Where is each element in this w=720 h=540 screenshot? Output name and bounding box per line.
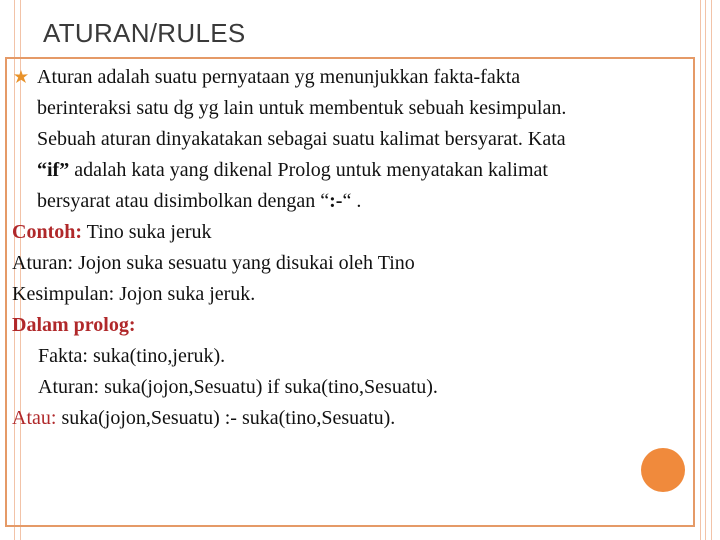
- bullet-line: Sebuah aturan dinyakatakan sebagai suatu kalimat bersyarat. Kata: [37, 128, 566, 150]
- contoh-line: [12, 217, 682, 248]
- aturan-prolog-line: Aturan: suka(jojon,Sesuatu) if suka(tino,Sesuatu).: [38, 376, 438, 398]
- bullet-line: Aturan adalah suatu pernyataan yg menunjukkan fakta-fakta: [37, 66, 521, 88]
- star-burst-icon: [14, 70, 28, 84]
- bullet-line: [37, 155, 682, 186]
- slide-title: ATURAN/RULES: [43, 18, 246, 48]
- contoh-text: Tino suka jeruk: [82, 221, 212, 243]
- kesimpulan-line: Kesimpulan: Jojon suka jeruk.: [12, 283, 256, 305]
- orange-circle-decor: [641, 448, 685, 492]
- bullet-text: adalah kata yang dikenal Prolog untuk menyatakan kalimat: [69, 159, 548, 181]
- decor-stripe: [705, 0, 706, 540]
- content-frame-right-edge: [693, 57, 695, 527]
- atau-text: suka(jojon,Sesuatu) :- suka(tino,Sesuatu).: [56, 407, 396, 429]
- decor-stripe: [711, 0, 712, 540]
- contoh-label: Contoh:: [12, 221, 83, 243]
- if-keyword: “if”: [37, 159, 70, 181]
- atau-label: Atau:: [12, 407, 57, 429]
- bullet-text: bersyarat atau disimbolkan dengan “: [37, 190, 330, 212]
- bullet-text: “ .: [342, 190, 362, 212]
- bullet-paragraph: [12, 62, 682, 217]
- slide-body: [12, 62, 682, 434]
- bullet-line: [37, 186, 682, 217]
- decor-stripe: [700, 0, 701, 540]
- fakta-line: Fakta: suka(tino,jeruk).: [38, 345, 226, 367]
- aturan-line: Aturan: Jojon suka sesuatu yang disukai oleh Tino: [12, 252, 415, 274]
- atau-line: [12, 403, 682, 434]
- dalam-prolog-heading: Dalam prolog:: [12, 314, 136, 336]
- bullet-line: berinteraksi satu dg yg lain untuk membentuk sebuah kesimpulan.: [37, 97, 567, 119]
- neck-symbol: :-: [329, 190, 343, 212]
